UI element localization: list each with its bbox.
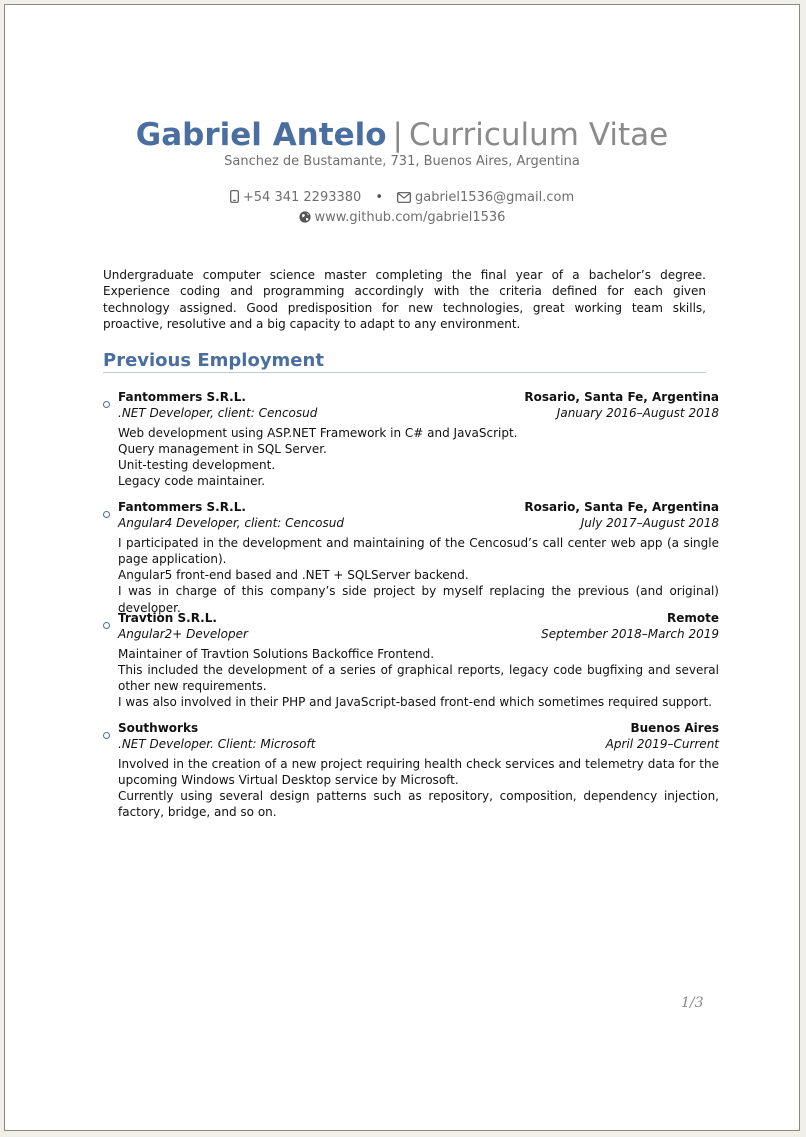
- job-line: This included the development of a series of graphical reports, legacy code bugfixing and several other new requirements.: [118, 662, 719, 694]
- job-location: Rosario, Santa Fe, Argentina: [524, 390, 719, 404]
- website-link[interactable]: www.github.com/gabriel1536: [314, 210, 506, 225]
- job-description: [118, 425, 719, 490]
- job-location: Buenos Aires: [630, 721, 719, 735]
- job-dates: April 2019–Current: [605, 737, 719, 752]
- globe-icon: [299, 210, 315, 225]
- phone-number[interactable]: +54 341 2293380: [242, 190, 362, 205]
- job-role: Angular2+ Developer: [118, 627, 248, 642]
- job-location: Rosario, Santa Fe, Argentina: [524, 500, 719, 514]
- job-line: I was in charge of this company’s side project by myself replacing the previous (and original) developer.: [118, 584, 719, 615]
- profile-summary: Undergraduate computer science master completing the final year of a bachelor’s degree. Experience coding and programming accordingly with the criteria defined for each given technology assigned. Good predisposition for new technologies, great working team skills, proactive, resolutive and a big capacity to adapt to any environment.: [103, 268, 706, 331]
- job-line: Query management in SQL Server.: [118, 441, 327, 456]
- job-line: Maintainer of Travtion Solutions Backoffice Frontend.: [118, 646, 435, 661]
- mobile-phone-icon: [230, 190, 243, 205]
- job-description: [118, 535, 719, 616]
- job-line: Involved in the creation of a new project requiring health check services and telemetry data for the upcoming Windows Virtual Desktop service by Microsoft.: [118, 756, 719, 787]
- job-location: Remote: [666, 611, 719, 625]
- job-company: Fantommers S.R.L.: [118, 390, 246, 404]
- section-title-employment: Previous Employment: [103, 350, 324, 371]
- job-line: Currently using several design patterns such as repository, composition, dependency injection, factory, bridge, and so on.: [118, 789, 719, 820]
- circle-bullet-icon: [103, 401, 110, 408]
- job-line: Web development using ASP.NET Framework in C# and JavaScript.: [118, 425, 518, 440]
- name-separator: |: [392, 117, 403, 153]
- job-line: Unit-testing development.: [118, 458, 276, 473]
- job-dates: July 2017–August 2018: [580, 516, 719, 531]
- contact-line: [5, 189, 799, 207]
- job-dates: September 2018–March 2019: [541, 627, 719, 642]
- job-company: Southworks: [118, 721, 199, 735]
- job-line: I participated in the development and maintaining of the Cencosud’s call center web app (a single page application).: [118, 535, 719, 566]
- email-link[interactable]: gabriel1536@gmail.com: [414, 190, 575, 205]
- job-role: .NET Developer, client: Cencosud: [118, 406, 318, 421]
- circle-bullet-icon: [103, 622, 110, 629]
- resume-page: [4, 4, 800, 1131]
- contact-separator: •: [375, 190, 383, 205]
- job-dates: January 2016–August 2018: [556, 406, 719, 421]
- website-line: [5, 209, 799, 227]
- job-line: Legacy code maintainer.: [118, 474, 266, 489]
- job-description: [118, 756, 719, 821]
- document-subtitle: Curriculum Vitae: [408, 117, 669, 153]
- full-name: Gabriel Antelo: [135, 117, 387, 153]
- job-role: Angular4 Developer, client: Cencosud: [118, 516, 344, 531]
- envelope-icon: [397, 190, 415, 205]
- job-company: Fantommers S.R.L.: [118, 500, 246, 514]
- address: Sanchez de Bustamante, 731, Buenos Aires, Argentina: [224, 154, 580, 169]
- page-number: 1/3: [681, 995, 704, 1011]
- section-divider: [103, 372, 706, 373]
- job-line: I was also involved in their PHP and JavaScript-based front-end which sometimes required support.: [118, 695, 712, 710]
- name-heading: [5, 115, 799, 155]
- circle-bullet-icon: [103, 732, 110, 739]
- circle-bullet-icon: [103, 511, 110, 518]
- job-line: Angular5 front-end based and .NET + SQLServer backend.: [118, 568, 469, 583]
- job-role: .NET Developer. Client: Microsoft: [118, 737, 316, 752]
- job-description: [118, 646, 719, 711]
- job-company: Travtion S.R.L.: [118, 611, 217, 625]
